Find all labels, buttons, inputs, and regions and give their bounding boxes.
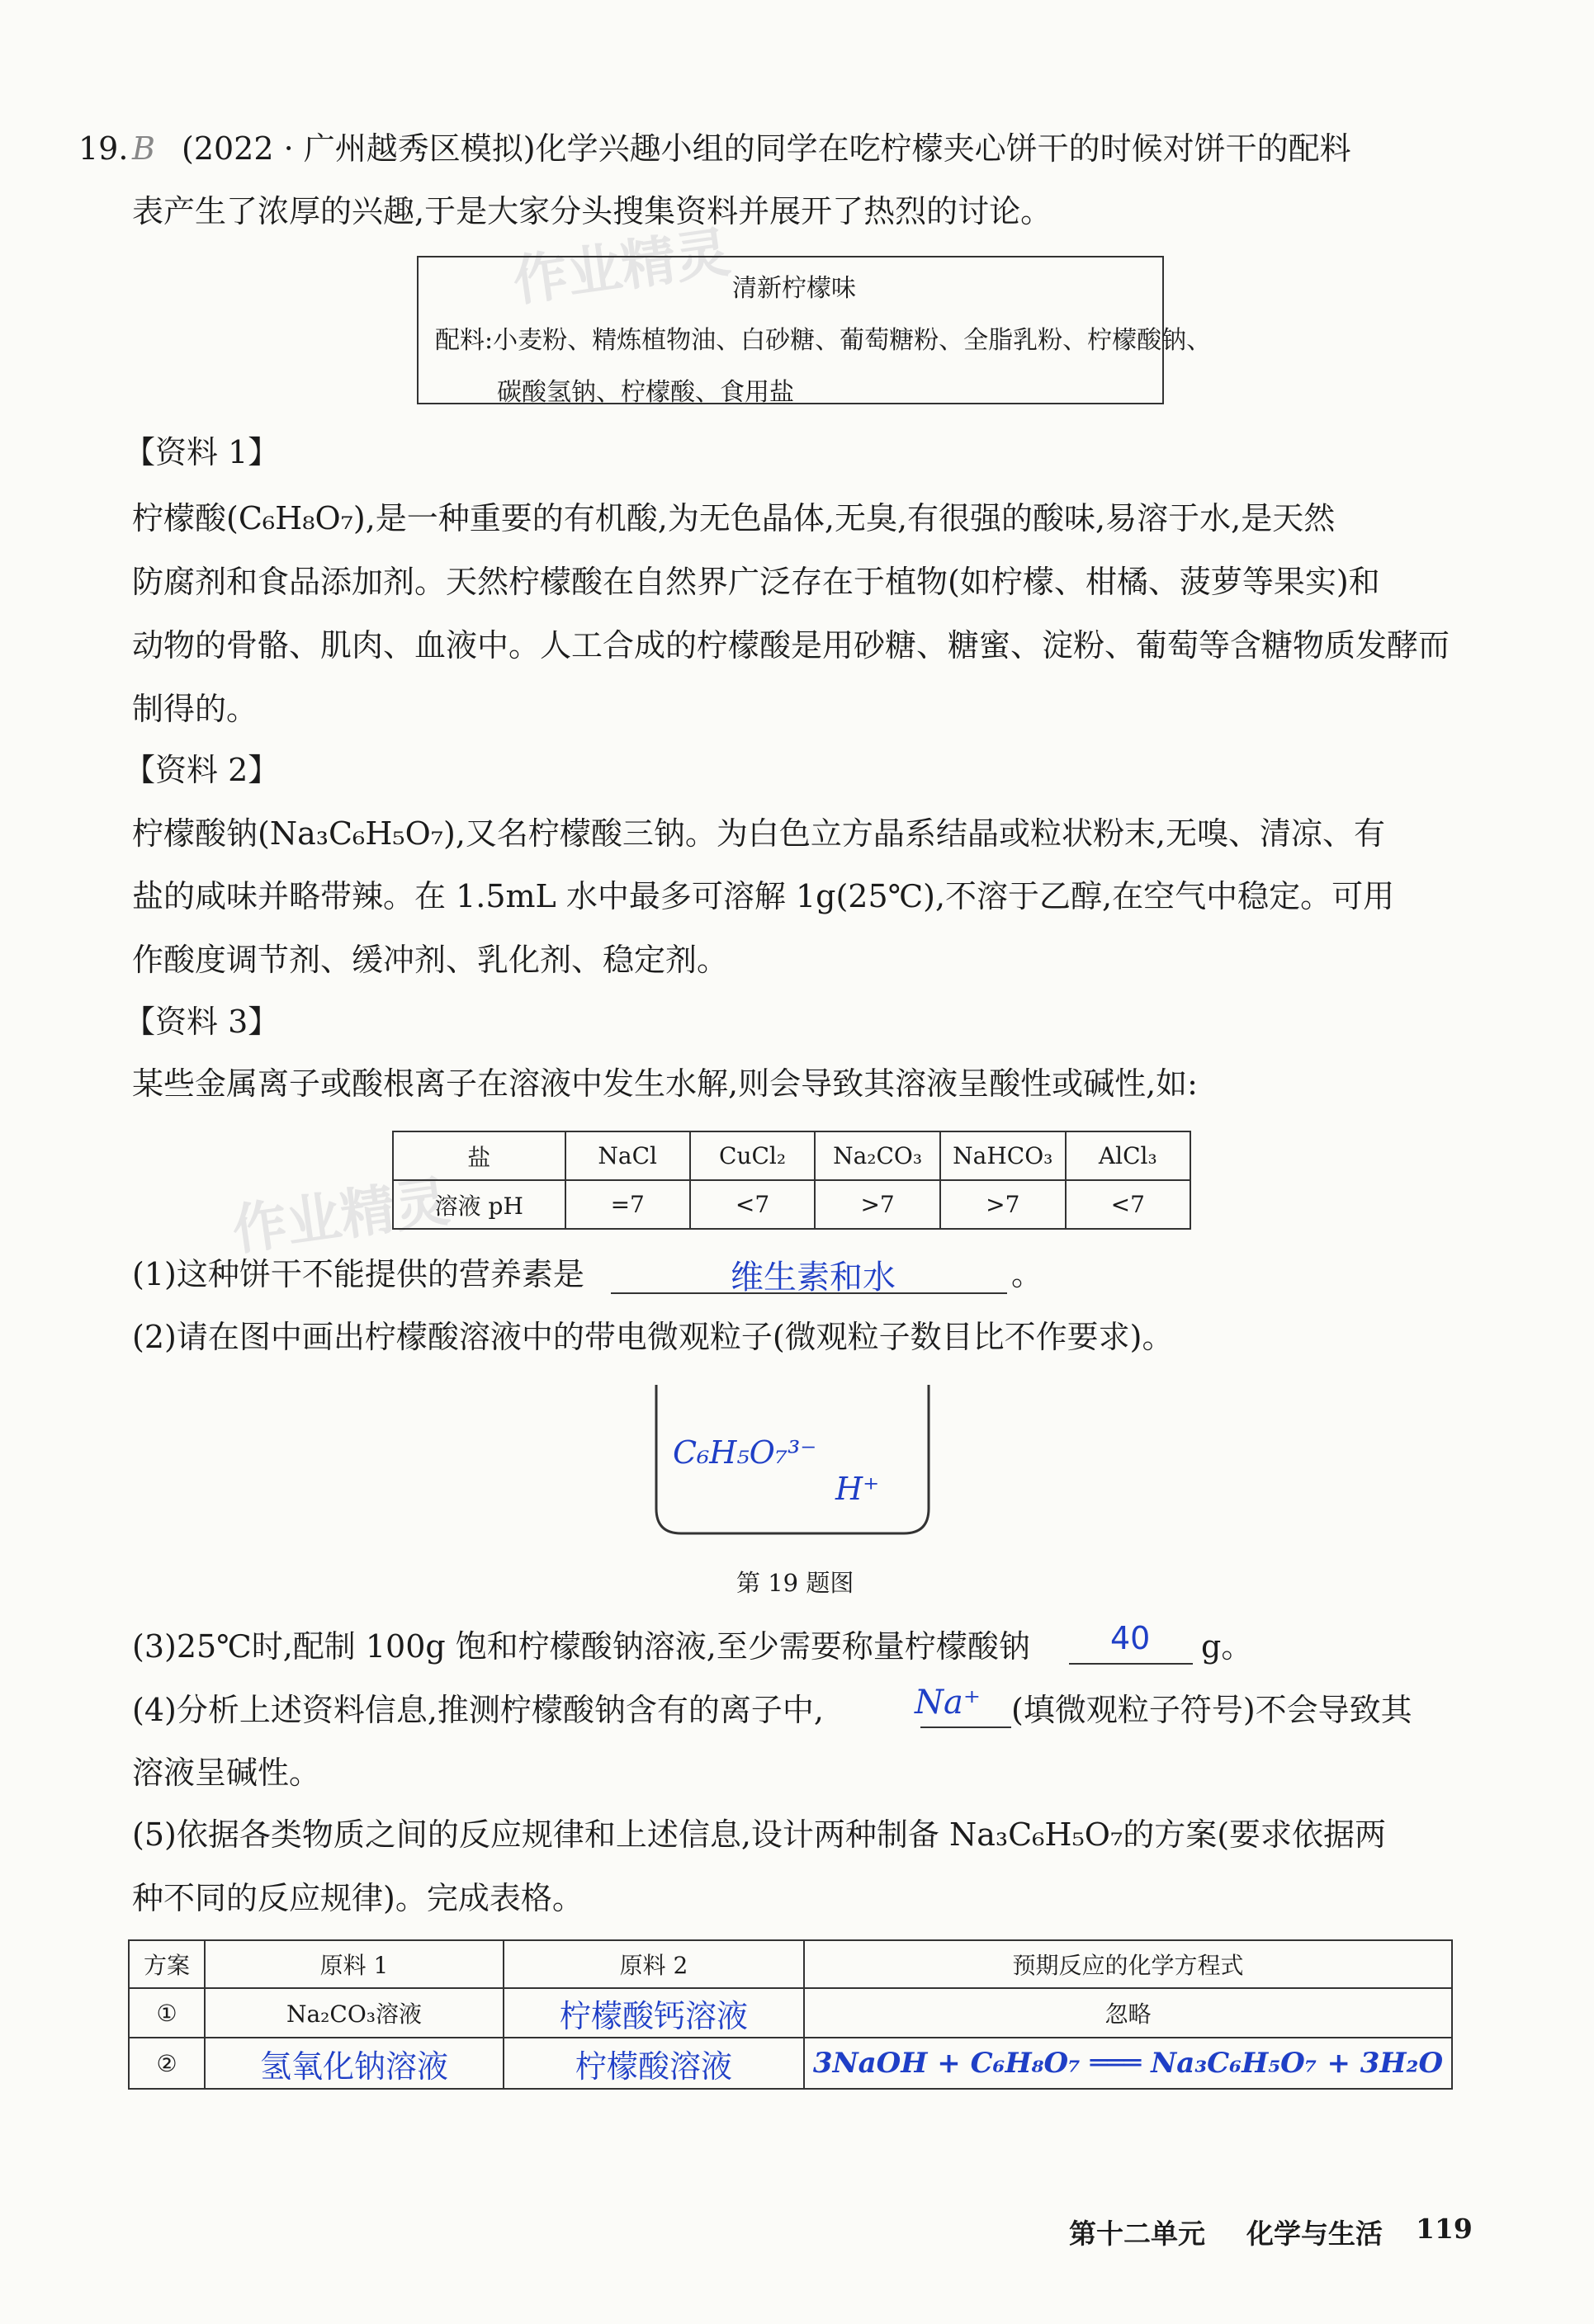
plan-row1-no: ① <box>129 1988 205 2038</box>
ph-table-salt: AlCl₃ <box>1066 1131 1190 1180</box>
watermark: 作业精灵 <box>508 220 734 314</box>
plan-row2-no: ② <box>129 2038 205 2089</box>
question-intro-line2: 表产生了浓厚的兴趣,于是大家分头搜集资料并展开了热烈的讨论。 <box>132 193 1052 229</box>
material2-heading: 【资料 2】 <box>124 752 280 788</box>
material1-line3: 动物的骨骼、肌肉、血液中。人工合成的柠檬酸是用砂糖、糖蜜、淀粉、葡萄等含糖物质发酵而 <box>132 627 1450 664</box>
material3-intro: 某些金属离子或酸根离子在溶液中发生水解,则会导致其溶液呈酸性或碱性,如: <box>132 1065 1198 1102</box>
material2-line3: 作酸度调节剂、缓冲剂、乳化剂、稳定剂。 <box>132 942 729 978</box>
ph-table-salt: CuCl₂ <box>690 1131 815 1180</box>
material3-heading: 【资料 3】 <box>124 1004 280 1040</box>
ion-hydrogen: H⁺ <box>835 1471 880 1507</box>
q2-text: (2)请在图中画出柠檬酸溶液中的带电微观粒子(微观粒子数目比不作要求)。 <box>132 1319 1174 1355</box>
ph-table-value: >7 <box>940 1180 1066 1229</box>
q4-answer-blank <box>920 1726 1011 1728</box>
question-number: 19. <box>78 130 129 167</box>
ph-table-header-ph: 溶液 pH <box>393 1180 565 1229</box>
q4-text: (4)分析上述资料信息,推测柠檬酸钠含有的离子中, <box>132 1692 824 1728</box>
plan-header-no: 方案 <box>129 1940 205 1988</box>
difficulty-mark: B <box>132 130 155 167</box>
ph-table-salt: NaCl <box>565 1131 690 1180</box>
q3-answer-blank <box>1069 1663 1193 1665</box>
label-ingredients-line2: 碳酸氢钠、柠檬酸、食用盐 <box>497 378 794 407</box>
q3-answer: 40 <box>1110 1620 1151 1656</box>
q4-answer: Na⁺ <box>915 1684 981 1722</box>
label-title: 清新柠檬味 <box>732 274 856 303</box>
plan-header-raw1: 原料 1 <box>205 1940 504 1988</box>
material1-line2: 防腐剂和食品添加剂。天然柠檬酸在自然界广泛存在于植物(如柠檬、柑橘、菠萝等果实)和 <box>132 564 1380 600</box>
plan-row1-equation: 忽略 <box>804 1988 1452 2038</box>
ph-table-salt: NaHCO₃ <box>940 1131 1066 1180</box>
footer-unit: 第十二单元 <box>1069 2218 1205 2250</box>
plan-row2-raw2: 柠檬酸溶液 <box>504 2038 804 2089</box>
plan-table <box>128 1939 1453 2090</box>
ph-table-header-salt: 盐 <box>393 1131 565 1180</box>
ph-table-salt: Na₂CO₃ <box>815 1131 940 1180</box>
material2-line2: 盐的咸味并略带辣。在 1.5mL 水中最多可溶解 1g(25℃),不溶于乙醇,在空气中稳定。可用 <box>132 878 1395 914</box>
ph-table <box>392 1131 1191 1230</box>
q4-line2: 溶液呈碱性。 <box>132 1755 321 1791</box>
material1-line1: 柠檬酸(C₆H₈O₇),是一种重要的有机酸,为无色晶体,无臭,有很强的酸味,易溶于水,是天然 <box>132 500 1336 536</box>
footer-title: 化学与生活 <box>1246 2218 1383 2250</box>
q1-end: 。 <box>1011 1256 1043 1292</box>
plan-header-equation: 预期反应的化学方程式 <box>804 1940 1452 1988</box>
material1-line4: 制得的。 <box>132 691 258 727</box>
ingredient-label-box <box>417 256 1212 407</box>
plan-row2-raw1: 氢氧化钠溶液 <box>205 2038 504 2089</box>
q5-line1: (5)依据各类物质之间的反应规律和上述信息,设计两种制备 Na₃C₆H₅O₇的方案(要求依据两 <box>132 1816 1387 1853</box>
ph-table-value: <7 <box>1066 1180 1190 1229</box>
plan-row2-equation: 3NaOH + C₆H₈O₇ ═══ Na₃C₆H₅O₇ + 3H₂O <box>804 2038 1452 2089</box>
label-ingredients-line1: 配料:小麦粉、精炼植物油、白砂糖、葡萄糖粉、全脂乳粉、柠檬酸钠、 <box>435 326 1212 355</box>
ph-table-value: <7 <box>690 1180 815 1229</box>
q1-answer: 维生素和水 <box>731 1259 896 1297</box>
q1-text: (1)这种饼干不能提供的营养素是 <box>132 1256 584 1292</box>
watermark: 作业精灵 <box>228 1169 453 1263</box>
material1-heading: 【资料 1】 <box>124 434 280 470</box>
question-intro-line1: (2022 · 广州越秀区模拟)化学兴趣小组的同学在吃柠檬夹心饼干的时候对饼干的配料 <box>182 130 1351 167</box>
q4-text-cont: (填微观粒子符号)不会导致其 <box>1011 1692 1412 1728</box>
figure-caption: 第 19 题图 <box>736 1569 854 1597</box>
plan-header-raw2: 原料 2 <box>504 1940 804 1988</box>
ph-table-value: >7 <box>815 1180 940 1229</box>
plan-row1-raw1: Na₂CO₃溶液 <box>205 1988 504 2038</box>
ion-citrate: C₆H₅O₇³⁻ <box>673 1434 817 1471</box>
page-number: 119 <box>1416 2213 1473 2245</box>
plan-row1-raw2: 柠檬酸钙溶液 <box>504 1988 804 2038</box>
q3-text: (3)25℃时,配制 100g 饱和柠檬酸钠溶液,至少需要称量柠檬酸钠 <box>132 1628 1030 1665</box>
q3-unit: g。 <box>1201 1628 1253 1665</box>
material2-line1: 柠檬酸钠(Na₃C₆H₅O₇),又名柠檬酸三钠。为白色立方晶系结晶或粒状粉末,无嗅、清凉、有 <box>132 815 1386 852</box>
q5-line2: 种不同的反应规律)。完成表格。 <box>132 1880 584 1916</box>
ph-table-value: =7 <box>565 1180 690 1229</box>
